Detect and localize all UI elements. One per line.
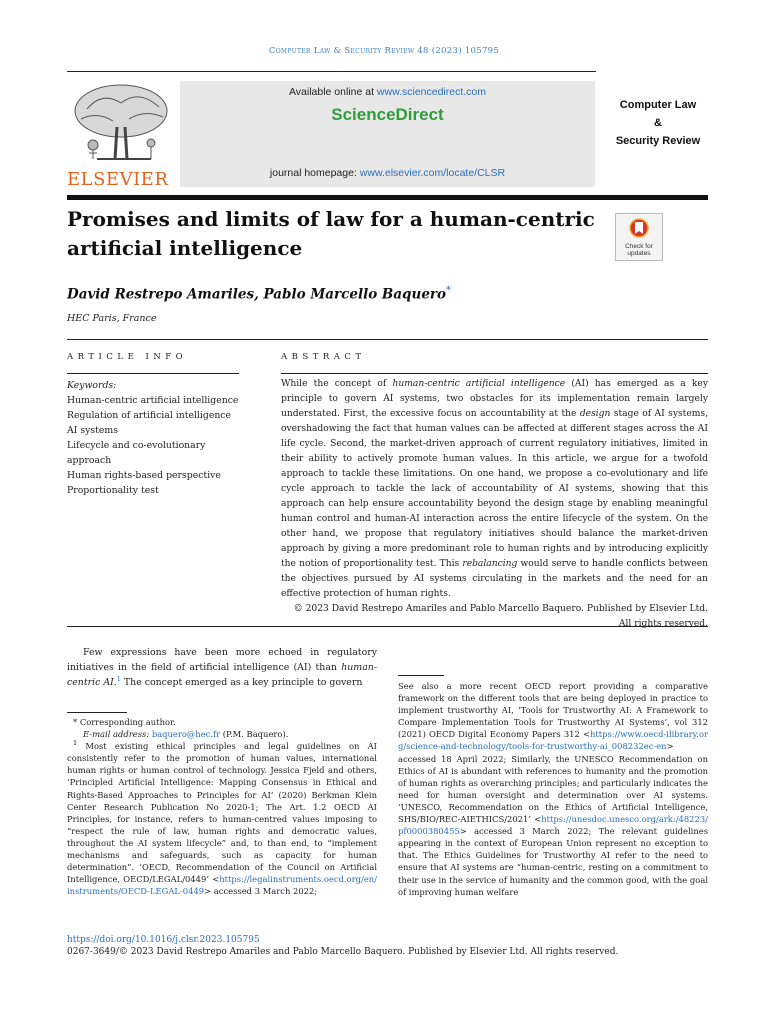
oecd-ilibrary-link[interactable]: https://www.oecd-ilibrary.org/science-and-technology/tools-for-trustworthy-ai_008232ec-en — [398, 729, 708, 752]
check-badge-line1: Check for — [625, 243, 653, 250]
footnote-1 — [67, 740, 377, 897]
footnote-rule — [67, 712, 127, 713]
header-rule — [67, 339, 708, 340]
email-label: E-mail address: — [83, 729, 152, 740]
body-emphasis: human-centric AI — [67, 662, 377, 688]
journal-name — [602, 96, 714, 150]
journal-homepage-link[interactable]: www.elsevier.com/locate/CLSR — [359, 167, 506, 179]
keyword-item: Regulation of artificial intelligence — [67, 410, 232, 421]
footnote-1-text: Most existing ethical principles and legal guidelines on AI consistently refer to the promotion of human values, international human rights or human control of technology. Jessica Fjeld and others, ‘Principled Artificial Intelligence: Mapping Consensus in Ethical and Rights-Based Approaches to Principles for AI’ (2020) Berkman Klein Center Research Publication No 2020-1; The Art. 1.2 OECD AI Principles, for instance, refers to human-centred values imposing to “respect the rule of law, human rights and democratic values, throughout the AI system lifecycle” and, to than end, to “implement mechanisms and safeguards, such as capacity for human determination”. ‘OECD, Recommendation of the Council on Artificial Intelligence, OECD/LEGAL/0449’ < — [67, 741, 377, 885]
email-note — [67, 728, 377, 740]
footnotes-right — [398, 680, 708, 898]
email-link[interactable]: baquero@hec.fr — [151, 729, 221, 740]
abstract-body — [281, 377, 708, 632]
sciencedirect-logo[interactable]: ScienceDirect — [331, 105, 444, 124]
journal-banner — [67, 81, 708, 193]
corr-text: Corresponding author. — [77, 717, 176, 727]
author-list — [67, 285, 451, 303]
journal-name-line1: Computer Law — [619, 99, 697, 111]
article-title: Promises and limits of law for a human-centric artificial intelligence — [67, 207, 595, 260]
body-text: Few expressions have been more echoed in regulatory initiatives in the field of artificial intelligence (AI) than — [67, 647, 377, 673]
abstract-text: stage of AI systems, overshadowing the fact that human values can be affected at different stages across the AI life cycle. Second, the market-driven approach of current regulatory initiatives, limited in their ability to actively promote human values. In this article, we argue for a twofold approach to tackle these limitations. On one hand, we propose a co-evolutionary and life cycle approach to tackle the lack of accountability of AI systems, showing that this approach can help ensure accountability beyond the design stage by enabling meaningful human control and human-AI interaction across the entire lifecycle of the system. On the other hand, we propose that regulatory initiatives should balance the market-driven approach by giving a more predominant role to human rights and by introducing explicitly the notion of proportionality test. This — [281, 409, 708, 569]
running-head[interactable]: Computer Law & Security Review 48 (2023) 105795 — [268, 46, 500, 56]
article-info-heading: ARTICLE INFO — [67, 352, 188, 362]
top-rule — [67, 71, 596, 72]
issn-copyright-line: 0267-3649/© 2023 David Restrepo Amariles and Pablo Marcello Baquero. Published by Elsevier Ltd. All rights reserved. — [67, 947, 619, 957]
abstract-heading: ABSTRACT — [281, 352, 366, 362]
footnote-1-tail: > accessed 3 March 2022; — [204, 886, 318, 897]
abstract-text: (AI) has emerged as a key principle to govern AI systems, two obstacles for its implementation remain largely understated. First, the excessive focus on accountability at the — [281, 379, 708, 419]
doi-link[interactable]: https://doi.org/10.1016/j.clsr.2023.105795 — [67, 935, 260, 945]
available-online-line — [180, 86, 595, 98]
journal-name-line3: Security Review — [615, 135, 701, 147]
banner-rule — [67, 195, 708, 200]
corr-mark: * — [73, 717, 78, 727]
keywords-label: Keywords: — [67, 380, 117, 391]
unesco-link[interactable]: https://unesdoc.unesco.org/ark:/48223/pf0000380455 — [398, 814, 708, 837]
keyword-item: Human-centric artificial intelligence — [67, 395, 239, 406]
keyword-item: AI systems — [67, 425, 118, 436]
abstract-end-rule — [67, 626, 708, 627]
abstract-text: would serve to handle conflicts between the objectives pursued by AI systems circulating in the markets and the need for an effective protection of human rights. — [281, 559, 708, 599]
footnote-text: > accessed 3 March 2022; The relevant guidelines appearing in the context of European Union represent no exception to that. The Ethics Guidelines for Trustworthy AI refer to the need to ensure that AI systems are “human-centric, resting on a commitment to their use in the service of humanity and the common good, with the goal of improving human welfare — [398, 826, 708, 897]
available-label: Available online at — [288, 86, 377, 98]
abstract-paragraph — [281, 377, 708, 602]
homepage-label: journal homepage: — [269, 167, 360, 179]
elsevier-tree-icon — [67, 81, 175, 167]
article-info-rule — [67, 373, 239, 374]
footnote-1-ref[interactable]: 1 — [116, 674, 121, 683]
body-paragraph: Few expressions have been more echoed in regulatory initiatives in the field of artificial intelligence (AI) than human-centric AI.$^1$ The concept emerged as a key principle to govern — [67, 647, 377, 688]
corresponding-author-link[interactable]: * — [446, 285, 452, 296]
affiliation: HEC Paris, France — [67, 313, 157, 324]
footnote-text: See also a more recent OECD report providing a comparative framework on the different tools that are being deployed in practice to implement trustworthy AI, ‘Tools for Trustworthy AI: A Framework to Compare Implementation Tools for Trustworthy AI Systems’, vol 312 (2021) OECD Digital Economy Papers 312 < — [398, 681, 708, 740]
elsevier-logo[interactable] — [67, 81, 175, 190]
publisher-name: ELSEVIER — [67, 169, 169, 190]
oecd-legal-link[interactable]: https://legalinstruments.oecd.org/en/instruments/OECD-LEGAL-0449 — [67, 874, 377, 897]
abstract-emphasis: human-centric artificial intelligence — [392, 379, 566, 389]
abstract-emphasis: rebalancing — [462, 559, 518, 569]
footnote-1-mark: 1 — [73, 739, 78, 748]
sciencedirect-link[interactable]: www.sciencedirect.com — [376, 86, 487, 98]
check-for-updates-button[interactable] — [615, 213, 663, 261]
footnotes-left — [67, 716, 377, 897]
abstract-rule — [281, 373, 708, 374]
corresponding-author-note — [67, 716, 377, 728]
check-badge-line2: updates — [627, 250, 651, 257]
journal-name-line2: & — [654, 117, 662, 129]
author-names: David Restrepo Amariles, Pablo Marcello Baquero — [67, 286, 447, 303]
check-for-updates-icon — [616, 214, 662, 260]
keyword-item: Human rights-based perspective — [67, 470, 221, 481]
footnote-text: > accessed 18 April 2022; Similarly, the UNESCO Recommendation on Ethics of AI is abundant with references to humanity and the promotion of human rights as overarching principles; and particularly indicates the need for human oversight and determination over AI systems. ‘UNESCO, Recommendation on the Ethics of Artificial Intelligence, SHS/BIO/REC-AIETHICS/2021’ < — [398, 741, 708, 825]
sciencedirect-box — [180, 81, 595, 187]
footnote-continuation-rule — [398, 675, 444, 676]
keyword-item: Lifecycle and co-evolutionary approach — [67, 440, 206, 466]
keyword-item: Proportionality test — [67, 485, 159, 496]
email-suffix: (P.M. Baquero). — [220, 729, 289, 740]
abstract-text: While the concept of — [281, 379, 393, 389]
body-text: The concept emerged as a key principle to govern — [120, 677, 363, 688]
keywords-list — [67, 378, 242, 498]
abstract-emphasis: design — [579, 409, 611, 419]
journal-homepage-line — [180, 167, 595, 179]
abstract-copyright: © 2023 David Restrepo Amariles and Pablo Marcello Baquero. Published by Elsevier Ltd. All rights reserved. — [293, 604, 708, 629]
